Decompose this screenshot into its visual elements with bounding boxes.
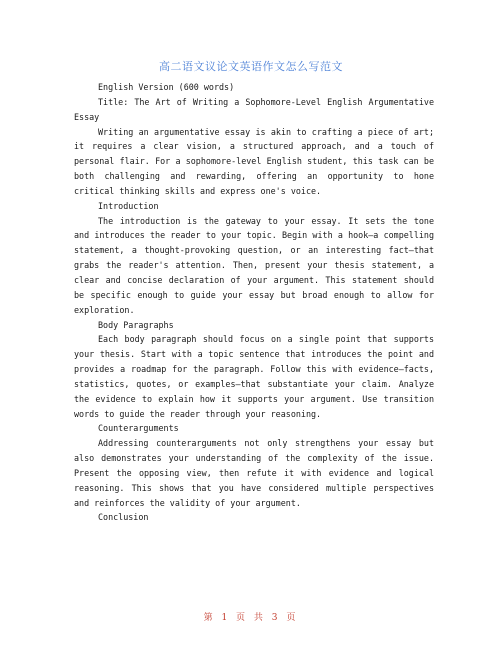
paragraph-counterarguments: Addressing counterarguments not only strengthens your essay but also demonstrates your understanding of the complexity of the issue. Present the opposing view, then refute it with evidence and logical reasoning. This shows that you have considered multiple perspectives and reinforces the validity of your argument. — [74, 438, 434, 508]
heading-introduction: Introduction — [98, 200, 159, 211]
paragraph-version: English Version (600 words) — [98, 82, 235, 92]
paragraph-intro-text: Writing an argumentative essay is akin to crafting a piece of art; it requires a clear vision, a structured approach, and a touch of personal flair. For a sophomore-level English student, this task can be both challenging and rewarding, offering an opportunity to hone critical thinking skills and express one's voice. — [74, 126, 434, 196]
heading-counterarguments: Counterarguments — [98, 423, 179, 434]
paragraph-introduction: The introduction is the gateway to your essay. It sets the tone and introduces the reader to your topic. Begin with a hook—a compelling statement, a thought-provoking question, or an interesting fact—that grabs the reader's attention. Then, present your thesis statement, a clear and concise declaration of your argument. This statement should be specific enough to guide your essay but broad enough to allow for exploration. — [74, 215, 434, 315]
paragraph-title: Title: The Art of Writing a Sophomore-Level English Argumentative Essay — [74, 96, 434, 122]
paragraph-body: Each body paragraph should focus on a single point that supports your thesis. Start with a topic sentence that introduces the point and provides a roadmap for the paragraph. Follow this with evidence—facts, statistics, quotes, or examples—that substantiate your claim. Analyze the evidence to explain how it supports your argument. Use transition words to guide the reader through your reasoning. — [74, 334, 434, 419]
heading-conclusion: Conclusion — [98, 512, 149, 523]
document-title: 高二语文议论文英语作文怎么写范文 — [159, 60, 343, 73]
heading-body-paragraphs: Body Paragraphs — [98, 319, 174, 330]
page-footer: 第 1 页 共 3 页 — [203, 613, 299, 623]
document-body — [74, 80, 434, 525]
